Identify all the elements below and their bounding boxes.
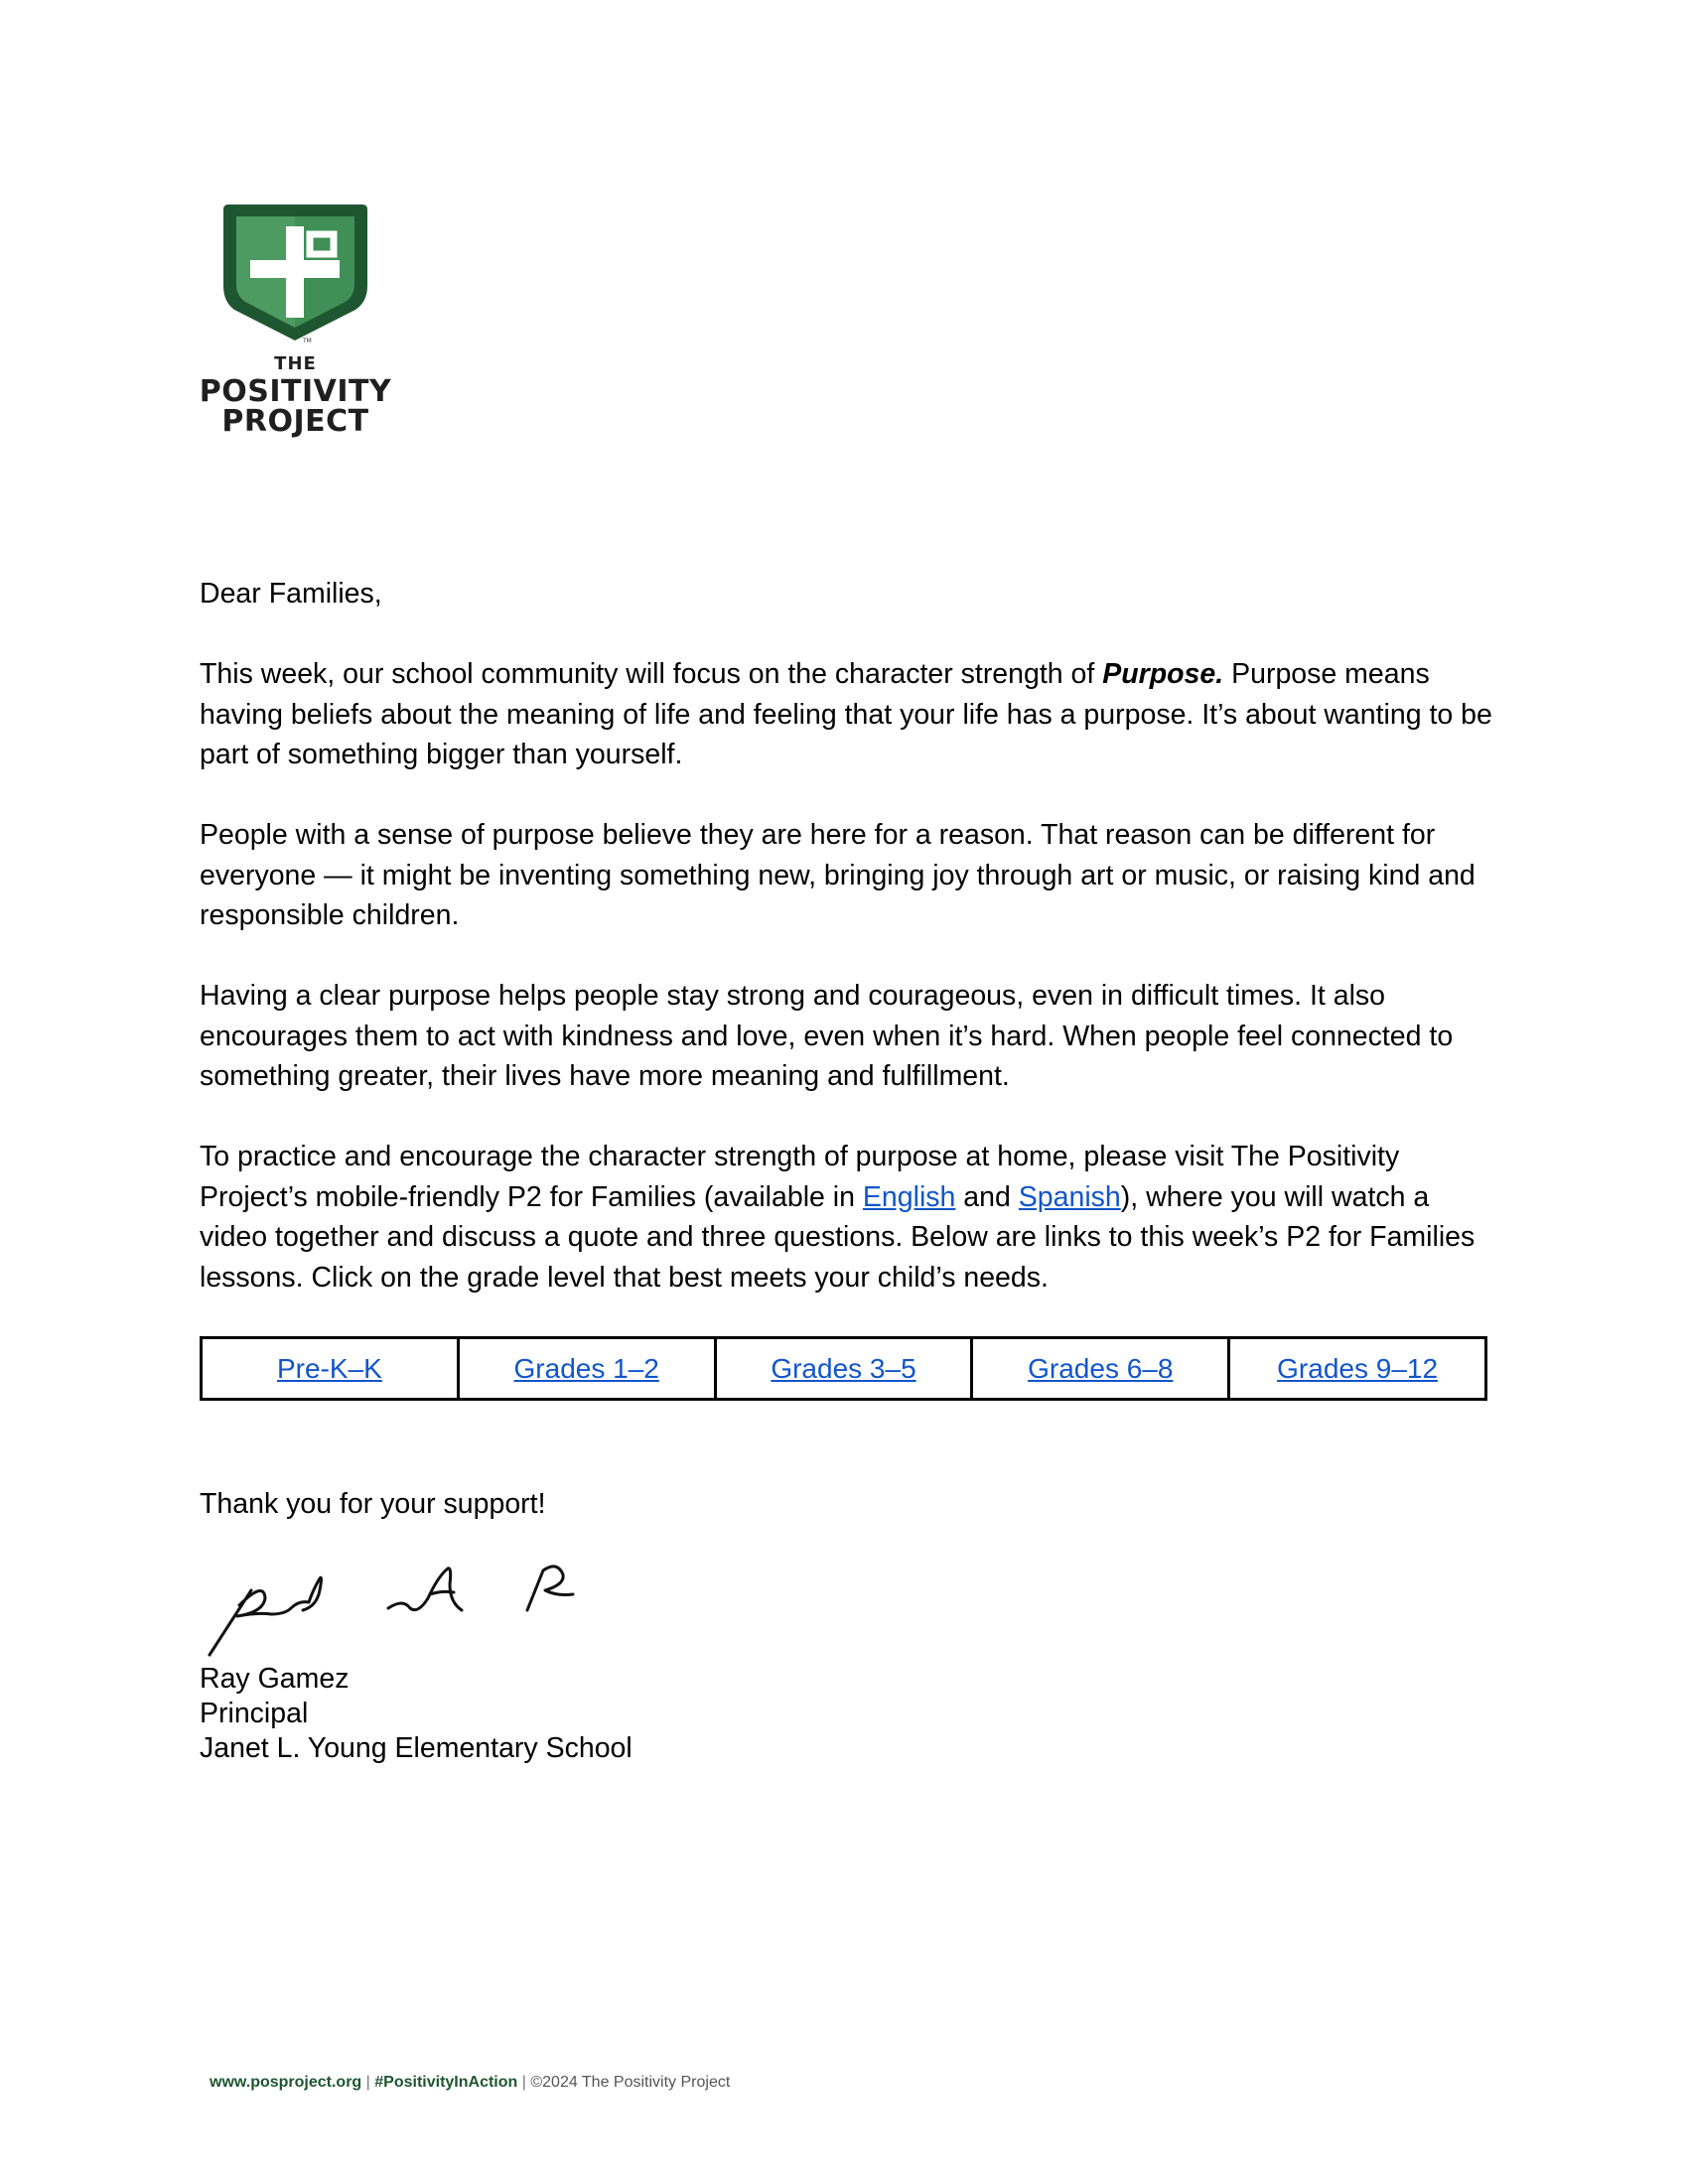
logo-line-the: THE [274,353,317,374]
grade-cell [202,1338,459,1400]
grade-links-table [200,1336,1487,1401]
footer-separator: | [365,2074,370,2091]
character-strength: Purpose. [1102,658,1224,690]
footer-copyright: ©2024 The Positivity Project [530,2074,731,2091]
signer-name: Ray Gamez [200,1663,350,1695]
grade-cell [715,1338,972,1400]
logo-line-project: PROJECT [221,404,369,439]
signer-school: Janet L. Young Elementary School [200,1732,633,1764]
grade-link-9-12[interactable]: Grades 9–12 [1277,1352,1439,1384]
grade-cell [458,1338,715,1400]
logo-line-positivity: POSITIVITY [199,374,392,409]
paragraph-clear-purpose: Having a clear purpose helps people stay strong and courageous, even in difficult times. It also encourages them to act with kindness and love, even when it’s hard. When people feel connected to something greater, their lives have more meaning and fulfillment. [200,980,1454,1092]
positivity-project-logo [199,199,392,447]
grade-links-row [202,1338,1486,1400]
shield-cross-icon [199,199,392,347]
salutation: Dear Families, [200,578,382,610]
spanish-link[interactable]: Spanish [1018,1180,1121,1213]
page-footer [210,2073,730,2093]
footer-website-link[interactable]: www.posproject.org [210,2074,362,2091]
grade-cell [1229,1338,1486,1400]
letter-body [200,574,1500,1297]
grade-link-3-5[interactable]: Grades 3–5 [771,1352,916,1384]
footer-hashtag: #PositivityInAction [374,2074,518,2091]
paragraph-intro: This week, our school community will focus on the character strength of Purpose. Purpose means having beliefs about the meaning of life and feeling that your life has a purpose. It’s about wanting to be part of something bigger than yourself. [200,658,1492,770]
signer-title: Principal [200,1698,309,1729]
english-link[interactable]: English [862,1180,956,1213]
handwritten-signature [200,1551,597,1660]
grade-link-6-8[interactable]: Grades 6–8 [1028,1352,1174,1384]
logo-wordmark [199,355,392,437]
signature-block [200,1662,633,1766]
grade-link-1-2[interactable]: Grades 1–2 [513,1352,659,1384]
grade-cell [972,1338,1229,1400]
closing-line: Thank you for your support! [200,1488,546,1520]
trademark-mark: TM [303,338,312,344]
paragraph-sense-of-purpose: People with a sense of purpose believe they are here for a reason. That reason can be different for everyone — it might be inventing something new, bringing joy through art or music, or raising kind and responsible children. [200,819,1476,931]
paragraph-practice-at-home: To practice and encourage the character strength of purpose at home, please visit The Positivity Project’s mobile-friendly P2 for Families (available in English and Spanish), where you will watch a video together and discuss a quote and three questions. Below are links to this week’s P2 for Families lessons. Click on the grade level that best meets your child’s needs. [200,1141,1476,1294]
footer-separator: | [521,2074,526,2091]
grade-link-prek-k[interactable]: Pre-K–K [276,1352,382,1384]
